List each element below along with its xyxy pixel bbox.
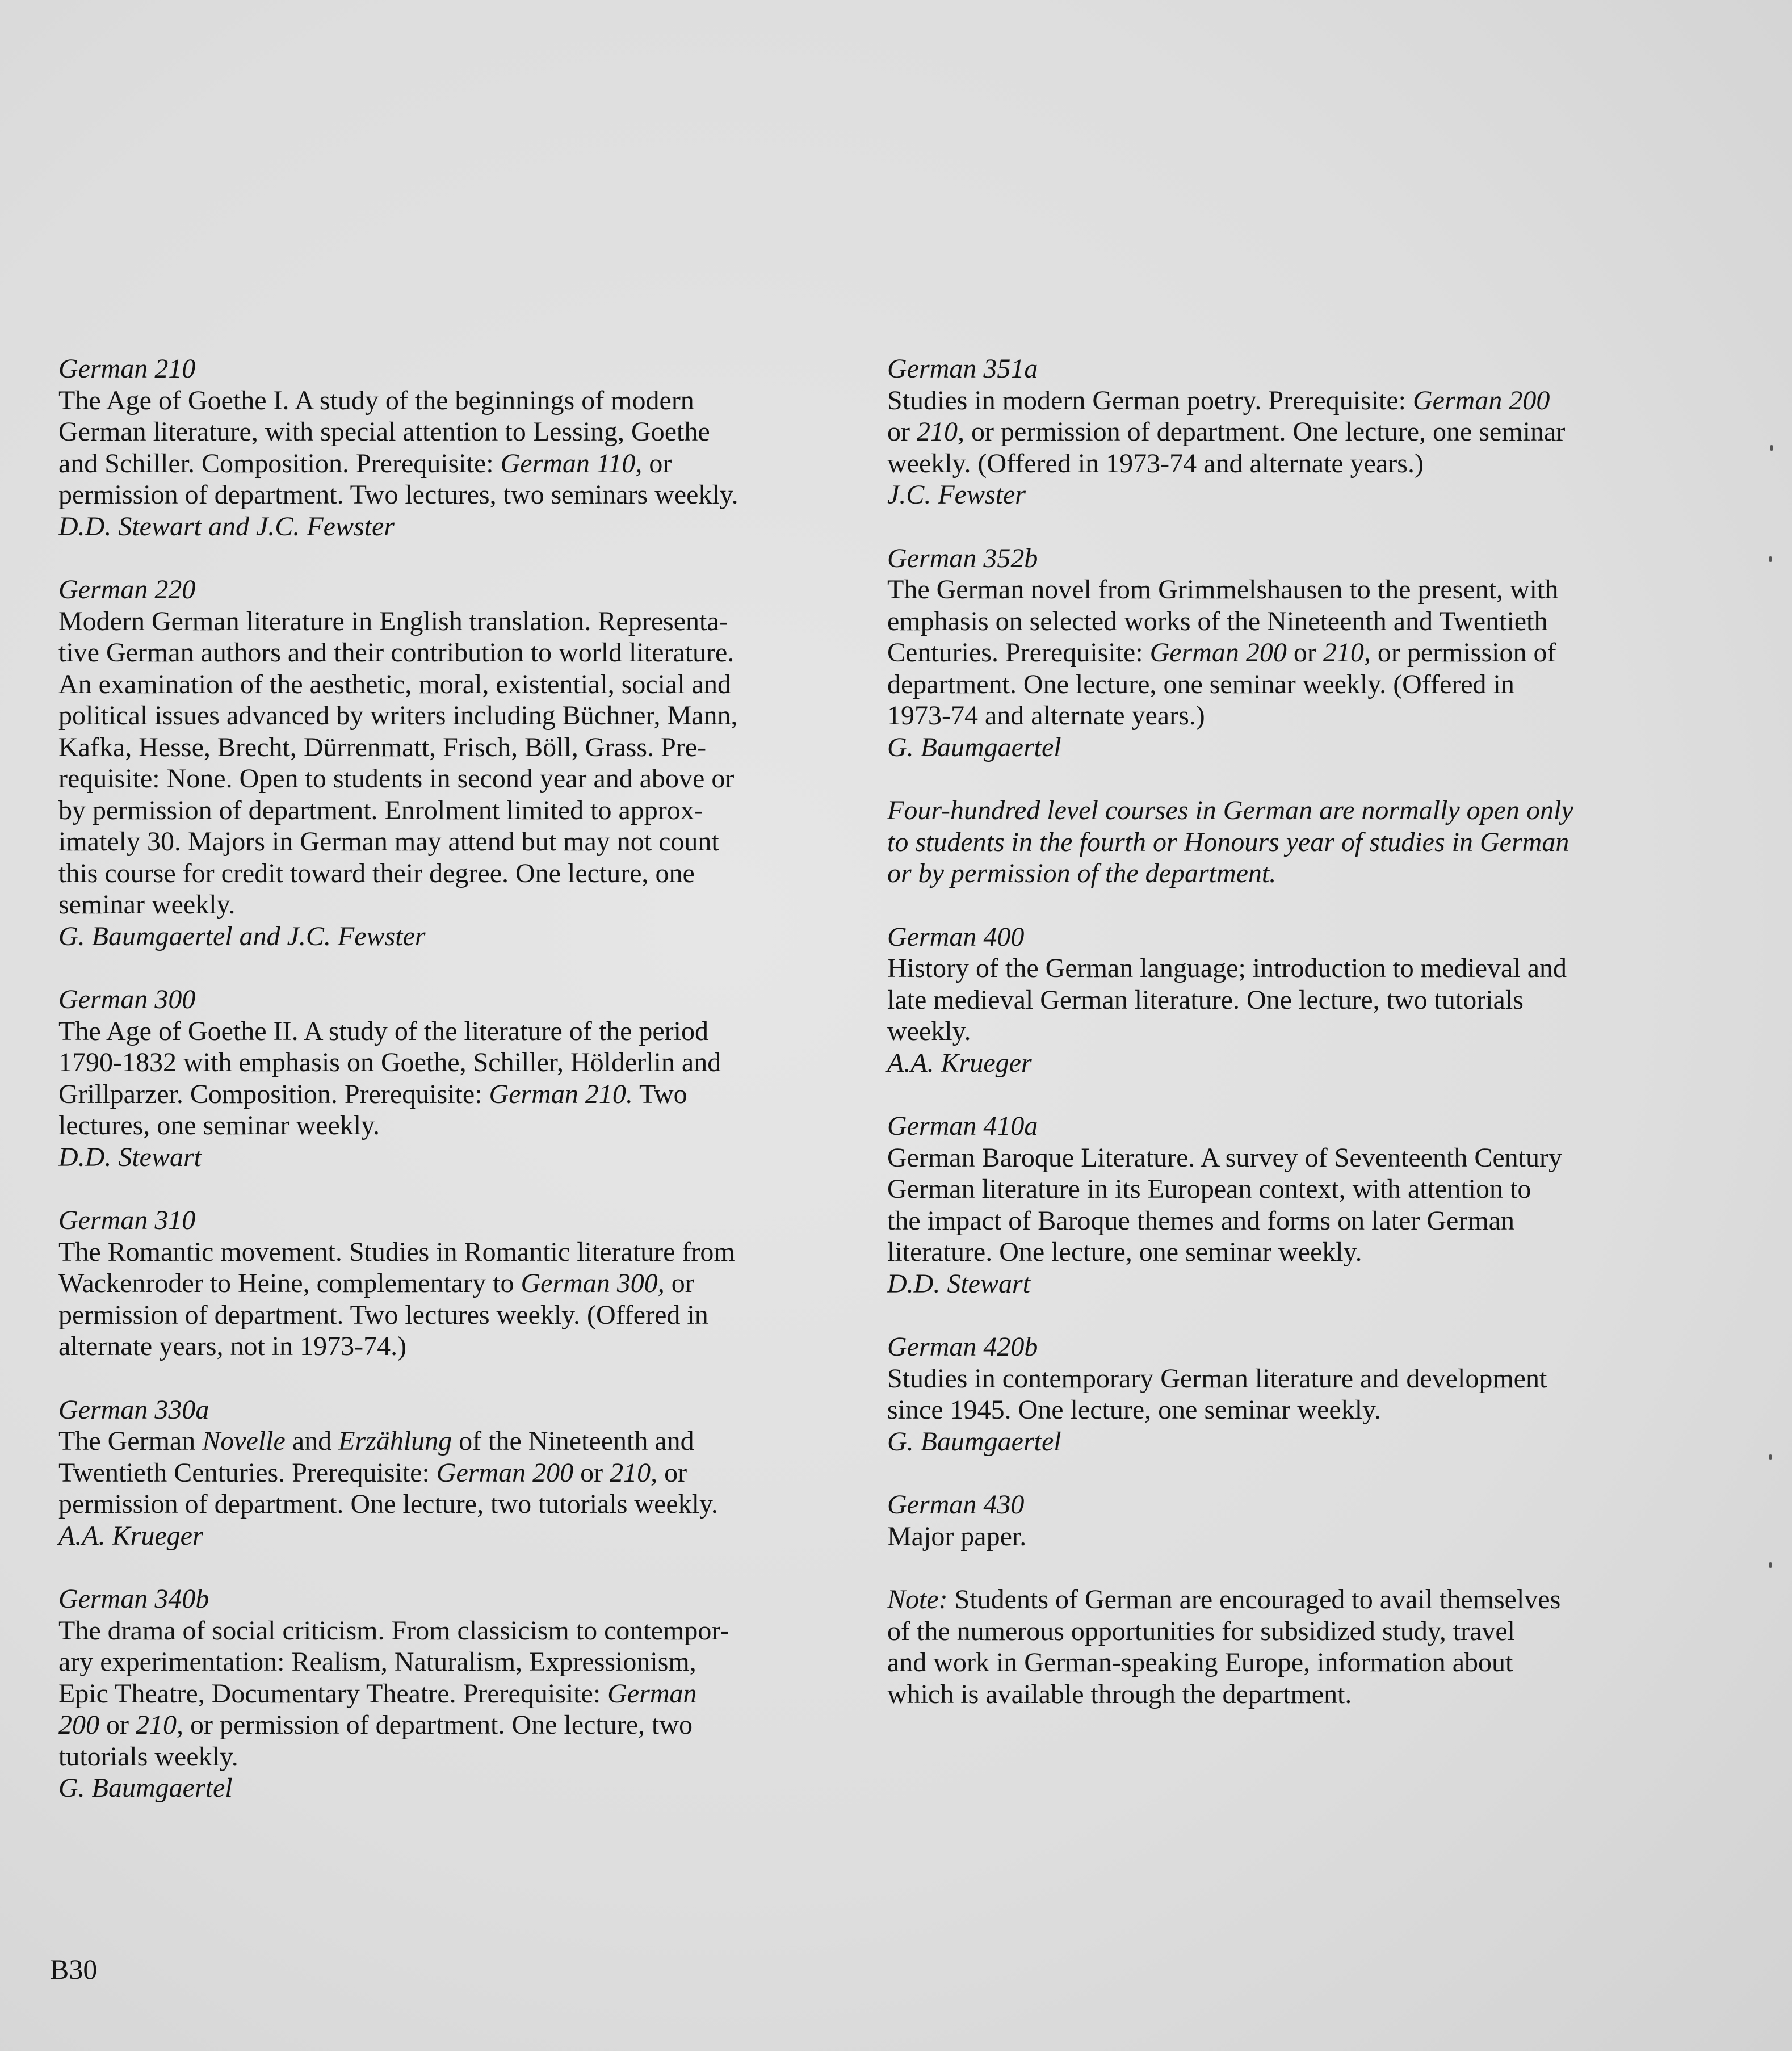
text-line	[58, 1110, 853, 1142]
text-line	[58, 448, 853, 480]
text-segment: Epic Theatre, Documentary Theatre. Prerequisite:	[58, 1678, 608, 1709]
text-line	[58, 416, 853, 448]
page-number: B30	[50, 1953, 98, 1985]
text-segment: or	[573, 1457, 610, 1488]
text-line	[887, 1584, 1682, 1616]
course-description	[887, 574, 1682, 732]
text-line	[58, 1268, 853, 1299]
text-segment: permission of department. Two lectures weekly. (Offered in	[58, 1299, 708, 1330]
text-segment: or permission of department. One lecture, two	[183, 1710, 693, 1740]
text-segment: 210,	[916, 417, 964, 447]
note-block	[887, 1584, 1682, 1710]
course-description	[887, 795, 1682, 890]
text-segment: The German	[58, 1426, 203, 1456]
text-line	[887, 637, 1682, 669]
course-entry	[887, 1110, 1682, 1299]
text-line	[58, 385, 853, 417]
text-segment: 200	[58, 1710, 99, 1740]
text-segment: The Age of Goethe I. A study of the beginnings of modern	[58, 385, 694, 416]
text-line	[58, 795, 853, 827]
text-segment: An examination of the aesthetic, moral, existential, social and	[58, 669, 731, 699]
text-line	[58, 1047, 853, 1079]
course-entry	[58, 984, 853, 1173]
course-heading: German 420b	[887, 1332, 1038, 1362]
text-segment: by permission of department. Enrolment limited to approx-	[58, 795, 703, 825]
course-description	[887, 1363, 1682, 1426]
text-segment: ary experimentation: Realism, Naturalism, Expressionism,	[58, 1647, 696, 1677]
text-segment: Studies in modern German poetry. Prerequisite:	[887, 385, 1413, 416]
course-heading: German 351a	[887, 354, 1038, 384]
text-segment: permission of department. Two lectures, two seminars weekly.	[58, 480, 738, 510]
text-segment: or	[887, 417, 917, 447]
text-segment: The drama of social criticism. From classicism to contempor-	[58, 1615, 729, 1646]
right-column	[887, 353, 1682, 1742]
left-column	[58, 353, 853, 1836]
text-line	[887, 1647, 1682, 1679]
text-line	[58, 1678, 853, 1710]
text-line	[887, 795, 1682, 827]
course-instructor: G. Baumgaertel and J.C. Fewster	[58, 921, 426, 951]
text-line	[887, 700, 1682, 732]
course-description	[887, 1584, 1682, 1710]
text-line	[887, 1521, 1682, 1553]
text-segment: Erzählung	[338, 1426, 452, 1456]
text-line	[58, 858, 853, 890]
text-line	[887, 1236, 1682, 1268]
text-segment: since 1945. One lecture, one seminar weekly.	[887, 1395, 1381, 1425]
text-segment: Kafka, Hesse, Brecht, Dürrenmatt, Frisch, Böll, Grass. Pre-	[58, 732, 707, 762]
text-line	[887, 1205, 1682, 1237]
course-heading: German 300	[58, 984, 196, 1014]
text-segment: or by permission of the department.	[887, 858, 1277, 888]
text-segment: or	[1286, 637, 1323, 668]
text-segment: 210,	[610, 1457, 658, 1488]
text-segment: literature. One lecture, one seminar weekly.	[887, 1237, 1362, 1267]
text-line	[887, 1394, 1682, 1426]
course-instructor: D.D. Stewart and J.C. Fewster	[58, 511, 395, 542]
course-heading: German 400	[887, 921, 1025, 952]
text-line	[58, 1709, 853, 1741]
text-line	[58, 669, 853, 701]
text-segment: Major paper.	[887, 1521, 1027, 1551]
course-heading: German 330a	[58, 1394, 209, 1425]
text-segment: or	[664, 1268, 694, 1298]
text-line	[58, 1457, 853, 1489]
text-segment: Studies in contemporary German literature and development	[887, 1363, 1547, 1394]
course-description	[58, 385, 853, 511]
course-instructor: G. Baumgaertel	[887, 732, 1061, 762]
text-line	[887, 448, 1682, 480]
text-segment: and Schiller. Composition. Prerequisite:	[58, 448, 501, 479]
text-line	[58, 1425, 853, 1457]
note-block	[887, 795, 1682, 890]
text-segment: political issues advanced by writers including Büchner, Mann,	[58, 701, 738, 731]
text-line	[58, 889, 853, 921]
text-segment: History of the German language; introduction to medieval and	[887, 953, 1567, 983]
text-line	[887, 984, 1682, 1016]
text-line	[58, 700, 853, 732]
text-segment: permission of department. One lecture, two tutorials weekly.	[58, 1489, 718, 1519]
text-segment: emphasis on selected works of the Nineteenth and Twentieth	[887, 606, 1548, 636]
text-line	[58, 1236, 853, 1268]
text-segment: 210,	[135, 1710, 183, 1740]
text-segment: Students of German are encouraged to avail themselves	[947, 1584, 1561, 1614]
course-heading: German 340b	[58, 1584, 209, 1614]
text-line	[58, 606, 853, 637]
scan-speck	[1770, 445, 1773, 451]
text-segment: this course for credit toward their degree. One lecture, one	[58, 858, 695, 888]
text-line	[58, 732, 853, 764]
scan-speck	[1769, 1454, 1772, 1460]
text-line	[58, 1488, 853, 1520]
text-segment: weekly. (Offered in 1973-74 and alternate years.)	[887, 448, 1424, 479]
text-line	[887, 858, 1682, 890]
course-heading: German 430	[887, 1490, 1025, 1520]
text-segment: late medieval German literature. One lecture, two tutorials	[887, 984, 1524, 1015]
text-line	[887, 827, 1682, 858]
text-segment: The Age of Goethe II. A study of the literature of the period	[58, 1016, 708, 1046]
course-description	[58, 1016, 853, 1142]
text-segment: tive German authors and their contribution to world literature.	[58, 637, 735, 668]
course-description	[887, 1521, 1682, 1553]
course-instructor: A.A. Krueger	[58, 1520, 203, 1551]
text-segment: requisite: None. Open to students in second year and above or	[58, 764, 735, 794]
text-segment: the impact of Baroque themes and forms on later German	[887, 1205, 1514, 1236]
course-entry	[887, 543, 1682, 764]
course-instructor: G. Baumgaertel	[887, 1426, 1061, 1457]
course-entry	[58, 1205, 853, 1362]
text-segment: or permission of department. One lecture, one seminar	[964, 417, 1566, 447]
text-line	[887, 1173, 1682, 1205]
text-line	[58, 763, 853, 795]
text-segment: German 300,	[521, 1268, 665, 1298]
scan-speck	[1769, 556, 1772, 562]
text-line	[58, 1646, 853, 1678]
text-segment: Twentieth Centuries. Prerequisite:	[58, 1457, 437, 1488]
text-segment: 1973-74 and alternate years.)	[887, 701, 1205, 731]
text-segment: department. One lecture, one seminar weekly. (Offered in	[887, 669, 1514, 699]
text-segment: lectures, one seminar weekly.	[58, 1110, 380, 1140]
text-segment: Four-hundred level courses in German are normally open only	[887, 795, 1573, 825]
text-segment: German Baroque Literature. A survey of Seventeenth Century	[887, 1142, 1562, 1173]
text-segment: tutorials weekly.	[58, 1741, 238, 1772]
course-entry	[887, 353, 1682, 511]
course-entry	[887, 921, 1682, 1079]
course-entry	[58, 1583, 853, 1804]
text-segment: German 200	[1149, 637, 1287, 668]
text-segment: and work in German-speaking Europe, information about	[887, 1647, 1513, 1677]
text-line	[58, 1331, 853, 1362]
course-description	[887, 1142, 1682, 1268]
text-segment: German 110,	[500, 448, 643, 479]
text-segment: Grillparzer. Composition. Prerequisite:	[58, 1079, 489, 1109]
text-segment: which is available through the department.	[887, 1679, 1352, 1709]
text-line	[887, 1142, 1682, 1174]
text-segment: seminar weekly.	[58, 890, 236, 920]
text-segment: German literature, with special attention to Lessing, Goethe	[58, 417, 710, 447]
course-instructor: A.A. Krueger	[887, 1047, 1032, 1078]
course-instructor: J.C. Fewster	[887, 480, 1026, 510]
text-segment: of the numerous opportunities for subsidized study, travel	[887, 1616, 1516, 1646]
text-segment: of the Nineteenth and	[452, 1426, 694, 1456]
text-line	[58, 1079, 853, 1110]
text-segment: or	[642, 448, 672, 479]
course-description	[887, 953, 1682, 1047]
text-segment: Novelle	[202, 1426, 286, 1456]
course-description	[58, 1425, 853, 1520]
text-line	[887, 416, 1682, 448]
course-description	[58, 1236, 853, 1362]
text-line	[58, 1741, 853, 1773]
text-line	[887, 1679, 1682, 1710]
course-instructor: D.D. Stewart	[58, 1142, 202, 1172]
course-description	[58, 1615, 853, 1773]
course-instructor: G. Baumgaertel	[58, 1773, 233, 1803]
text-segment: German 200	[1413, 385, 1550, 416]
course-heading: German 220	[58, 574, 196, 605]
text-segment: German literature in its European context, with attention to	[887, 1174, 1531, 1204]
text-segment: imately 30. Majors in German may attend but may not count	[58, 827, 719, 857]
text-segment: weekly.	[887, 1016, 971, 1046]
course-heading: German 310	[58, 1205, 196, 1235]
text-segment: Note:	[887, 1584, 948, 1614]
text-line	[58, 479, 853, 511]
text-line	[58, 826, 853, 858]
text-segment: alternate years, not in 1973-74.)	[58, 1331, 407, 1361]
text-segment: or	[99, 1710, 136, 1740]
course-description	[887, 385, 1682, 480]
text-line	[887, 574, 1682, 606]
text-segment: and	[285, 1426, 339, 1456]
course-entry	[58, 574, 853, 952]
text-line	[887, 669, 1682, 701]
text-line	[887, 953, 1682, 984]
text-segment: Wackenroder to Heine, complementary to	[58, 1268, 521, 1298]
text-segment: Centuries. Prerequisite:	[887, 637, 1150, 668]
text-segment: The German novel from Grimmelshausen to the present, with	[887, 574, 1559, 605]
course-entry	[887, 1331, 1682, 1457]
text-line	[58, 1615, 853, 1647]
course-heading: German 410a	[887, 1111, 1038, 1141]
text-segment: or	[657, 1457, 687, 1488]
text-segment: The Romantic movement. Studies in Romantic literature from	[58, 1236, 735, 1267]
text-segment: Two	[632, 1079, 687, 1109]
text-line	[887, 1016, 1682, 1047]
course-heading: German 210	[58, 354, 196, 384]
text-segment: German	[607, 1678, 697, 1709]
text-segment: German 210.	[489, 1079, 633, 1109]
text-line	[58, 1016, 853, 1047]
course-entry	[58, 1394, 853, 1552]
text-line	[887, 1616, 1682, 1647]
text-line	[58, 1299, 853, 1331]
text-segment: 210,	[1323, 637, 1371, 668]
text-line	[58, 637, 853, 669]
text-line	[887, 606, 1682, 637]
course-instructor: D.D. Stewart	[887, 1268, 1030, 1299]
text-segment: 1790-1832 with emphasis on Goethe, Schiller, Hölderlin and	[58, 1047, 721, 1077]
course-entry	[58, 353, 853, 542]
text-segment: German 200	[436, 1457, 574, 1488]
text-segment: to students in the fourth or Honours year of studies in German	[887, 827, 1569, 857]
text-segment: or permission of	[1370, 637, 1556, 668]
text-line	[887, 385, 1682, 417]
course-description	[58, 606, 853, 921]
course-entry	[887, 1489, 1682, 1552]
text-segment: Modern German literature in English translation. Representa-	[58, 606, 728, 636]
course-heading: German 352b	[887, 543, 1038, 573]
text-line	[887, 1363, 1682, 1395]
scan-speck	[1769, 1562, 1772, 1568]
